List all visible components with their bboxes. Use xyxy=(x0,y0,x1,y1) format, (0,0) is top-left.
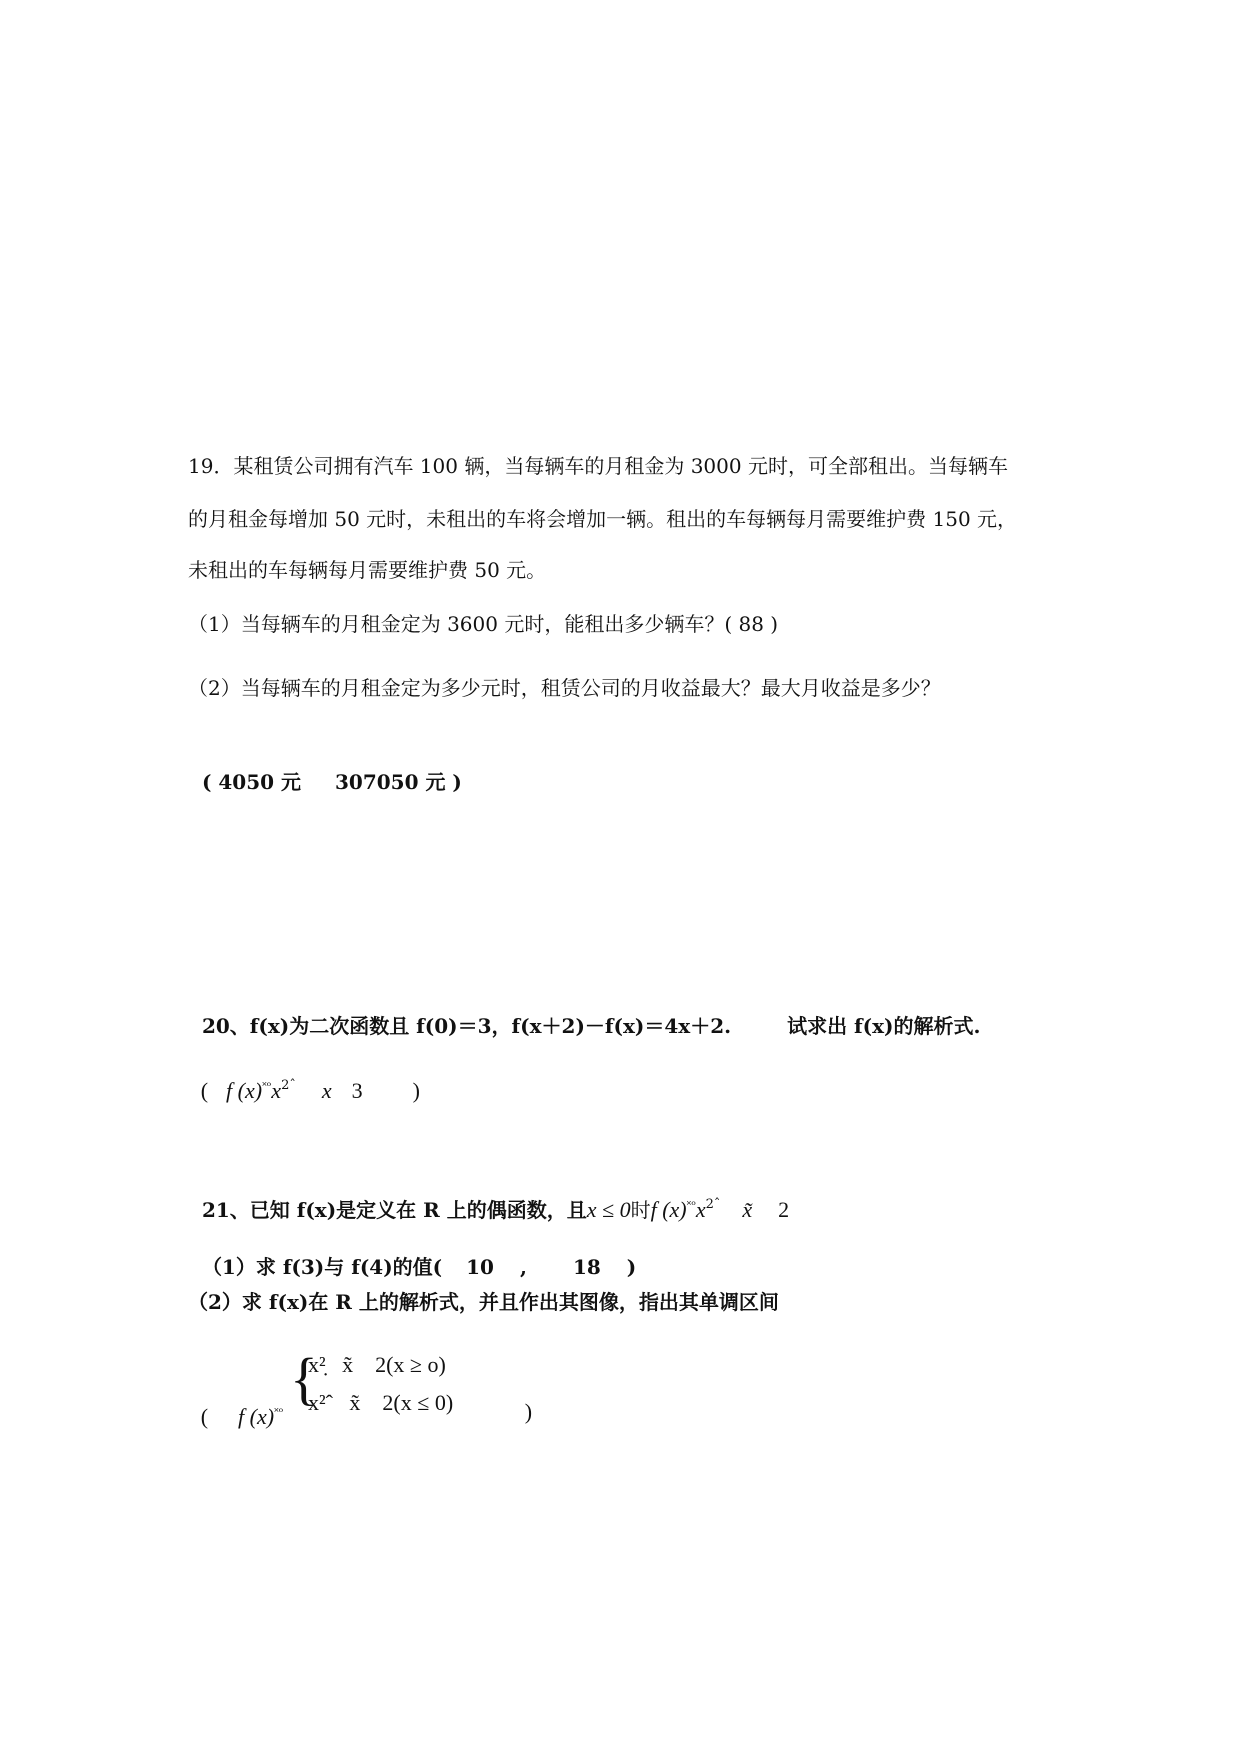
q21-fx: f (x) xyxy=(650,1197,687,1222)
q21-answer-garble: ˟ᵒ xyxy=(274,1405,284,1419)
q21-const: 2 xyxy=(778,1197,790,1222)
q19-part-2: （2）当每辆车的月租金定为多少元时，租赁公司的月收益最大？最大月收益是多少？ xyxy=(188,676,941,700)
q21-part-1-open: （1）求 f(3)与 f(4)的值( xyxy=(201,1255,443,1279)
q21-piece-row-2: x²ˆ x̃ 2(x ≤ 0) xyxy=(308,1390,454,1415)
q21-cond: x ≤ 0 xyxy=(586,1197,631,1222)
q20-answer-open: ( xyxy=(200,1078,209,1103)
q21-part-1-close: ) xyxy=(626,1255,637,1279)
q21-tilde-x: x̃ xyxy=(742,1197,753,1222)
q19-answer xyxy=(188,740,462,796)
q20-answer-close: ) xyxy=(412,1078,420,1103)
q20-answer xyxy=(188,1044,420,1105)
q21-x: x xyxy=(695,1197,706,1222)
q21-garble: ˟ᵒ xyxy=(686,1198,696,1212)
q21-exp: 2ˆ xyxy=(705,1197,721,1212)
q20-stem-line xyxy=(188,984,980,1040)
q20-answer-garble: ˟ᵒ xyxy=(262,1079,272,1093)
q21-comma: , xyxy=(519,1255,527,1279)
q21-cond-time: 时 xyxy=(630,1198,651,1222)
q20-answer-x: x xyxy=(271,1078,282,1103)
q21-answer-fx: f (x) xyxy=(238,1404,275,1429)
q21-answer-close-wrap xyxy=(512,1370,532,1426)
q21-piece-row-1: x²̣ x̃ 2(x ≥ o) xyxy=(308,1352,446,1377)
q21-part-2: （2）求 f(x)在 R 上的解析式，并且作出其图像，指出其单调区间 xyxy=(188,1290,779,1314)
q21-answer-open: ( xyxy=(200,1404,209,1429)
q21-answer-close: ) xyxy=(524,1399,533,1424)
q21-answer-prefix xyxy=(188,1370,283,1431)
q20-ask: 试求出 f(x)的解析式. xyxy=(787,1014,981,1038)
q21-stem-line xyxy=(188,1163,789,1224)
q19-answer-rest: 307050 元 ) xyxy=(335,770,462,794)
q20-answer-exp: 2ˆ xyxy=(281,1078,296,1093)
q19-part-1: （1）当每辆车的月租金定为 3600 元时，能租出多少辆车？( 88 ) xyxy=(188,612,779,636)
q20-stem: 20、f(x)为二次函数且 f(0)＝3，f(x＋2)－f(x)＝4x＋2. xyxy=(201,1014,732,1038)
q21-part-1 xyxy=(188,1225,636,1281)
q20-answer-fx: f (x) xyxy=(226,1078,263,1103)
q21-value-f4: 18 xyxy=(572,1255,601,1279)
q21-value-f3: 10 xyxy=(466,1255,494,1279)
q19-line-2: 的月租金每增加 50 元时，未租出的车将会增加一辆。租出的车每辆每月需要维护费 150 元， xyxy=(188,507,1018,531)
q21-brace: { xyxy=(290,1346,318,1411)
q19-answer-open: ( 4050 元 xyxy=(201,770,301,794)
q21-stem: 21、已知 f(x)是定义在 R 上的偶函数，且 xyxy=(201,1198,587,1222)
q19-line-3: 未租出的车每辆每月需要维护费 50 元。 xyxy=(188,558,547,582)
q20-answer-mid: x xyxy=(321,1078,332,1103)
q20-answer-const: 3 xyxy=(351,1078,363,1103)
q19-line-1: 19．某租赁公司拥有汽车 100 辆，当每辆车的月租金为 3000 元时，可全部租出。当每辆车 xyxy=(188,454,1008,478)
